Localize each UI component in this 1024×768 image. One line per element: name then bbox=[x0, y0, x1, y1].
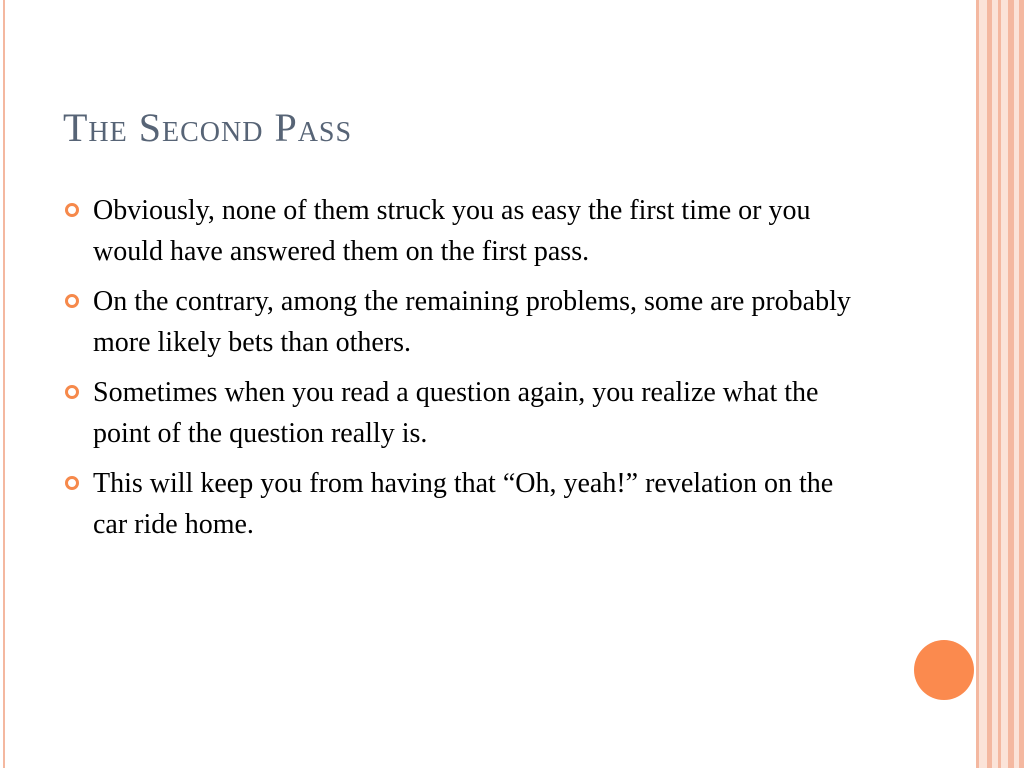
bullet-circle-icon bbox=[65, 294, 79, 308]
stripe-line bbox=[1019, 0, 1024, 768]
bullet-text: On the contrary, among the remaining problems, some are probably more likely bets than others. bbox=[93, 286, 851, 358]
stripe-line bbox=[998, 0, 1001, 768]
bullet-circle-icon bbox=[65, 203, 79, 217]
bullet-item bbox=[65, 190, 865, 272]
bullet-item bbox=[65, 463, 865, 545]
bullet-item bbox=[65, 281, 865, 363]
stripe-line bbox=[987, 0, 992, 768]
slide-title: The Second Pass bbox=[63, 105, 353, 150]
left-frame-line bbox=[3, 0, 5, 768]
bullet-list bbox=[65, 190, 865, 554]
bullet-text: Obviously, none of them struck you as easy the first time or you would have answered them on the first pass. bbox=[93, 195, 811, 267]
bullet-circle-icon bbox=[65, 476, 79, 490]
bullet-item bbox=[65, 372, 865, 454]
orange-circle-decoration bbox=[914, 640, 974, 700]
stripe-line bbox=[976, 0, 979, 768]
bullet-circle-icon bbox=[65, 385, 79, 399]
bullet-text: This will keep you from having that “Oh, yeah!” revelation on the car ride home. bbox=[93, 468, 834, 540]
stripe-line bbox=[1008, 0, 1014, 768]
bullet-text: Sometimes when you read a question again, you realize what the point of the question really is. bbox=[93, 377, 819, 449]
